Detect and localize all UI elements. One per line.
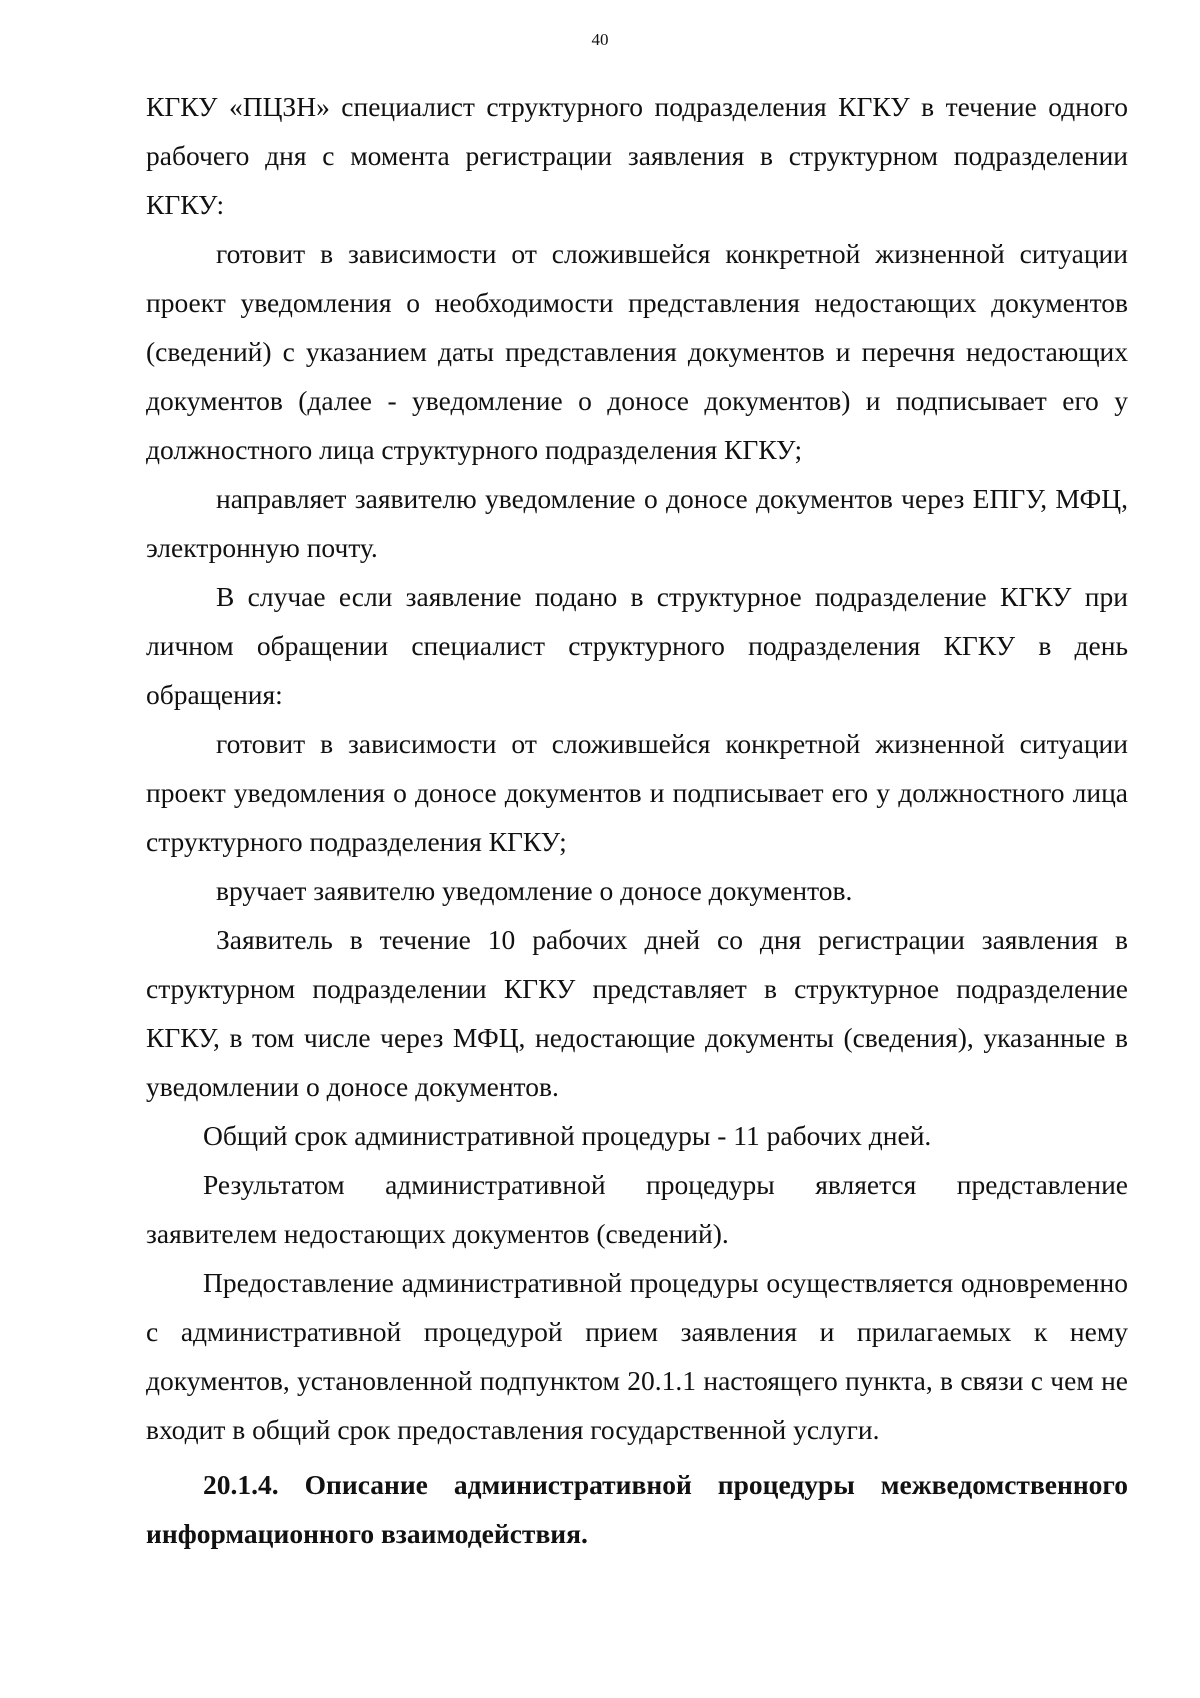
paragraph-intro: КГКУ «ПЦЗН» специалист структурного подразделения КГКУ в течение одного рабочего дня с момента регистрации заявления в структурном подразделении КГКУ:	[146, 91, 1128, 220]
paragraph-send-notice: направляет заявителю уведомление о доносе документов через ЕПГУ, МФЦ, электронную почту.	[146, 483, 1128, 563]
paragraph-prepare-notice-personal: готовит в зависимости от сложившейся конкретной жизненной ситуации проект уведомления о доносе документов и подписывает его у должностного лица структурного подразделения КГКУ;	[146, 728, 1128, 857]
paragraph-result: Результатом административной процедуры является представление заявителем недостающих документов (сведений).	[146, 1169, 1128, 1249]
paragraph-total-term: Общий срок административной процедуры - 11 рабочих дней.	[203, 1120, 932, 1151]
paragraph-applicant-deadline: Заявитель в течение 10 рабочих дней со дня регистрации заявления в структурном подразделении КГКУ представляет в структурное подразделение КГКУ, в том числе через МФЦ, недостающие документы (сведения), указанные в уведомлении о доносе документов.	[146, 924, 1128, 1102]
paragraph-hand-notice: вручает заявителю уведомление о доносе документов.	[216, 875, 853, 906]
paragraph-personal-visit: В случае если заявление подано в структурное подразделение КГКУ при личном обращении специалист структурного подразделения КГКУ в день обращения:	[146, 581, 1128, 710]
paragraph-simultaneous: Предоставление административной процедуры осуществляется одновременно с административной процедурой прием заявления и прилагаемых к нему документов, установленной подпунктом 20.1.1 настоящего пункта, в связи с чем не входит в общий срок предоставления государственной услуги.	[146, 1267, 1128, 1445]
section-heading: 20.1.4. Описание административной процедуры межведомственного информационного взаимодействия.	[146, 1469, 1128, 1549]
document-body	[146, 82, 1128, 1558]
paragraph-prepare-notice: готовит в зависимости от сложившейся конкретной жизненной ситуации проект уведомления о необходимости представления недостающих документов (сведений) с указанием даты представления документов и перечня недостающих документов (далее - уведомление о доносе документов) и подписывает его у должностного лица структурного подразделения КГКУ;	[146, 238, 1128, 465]
page-number: 40	[591, 30, 609, 49]
